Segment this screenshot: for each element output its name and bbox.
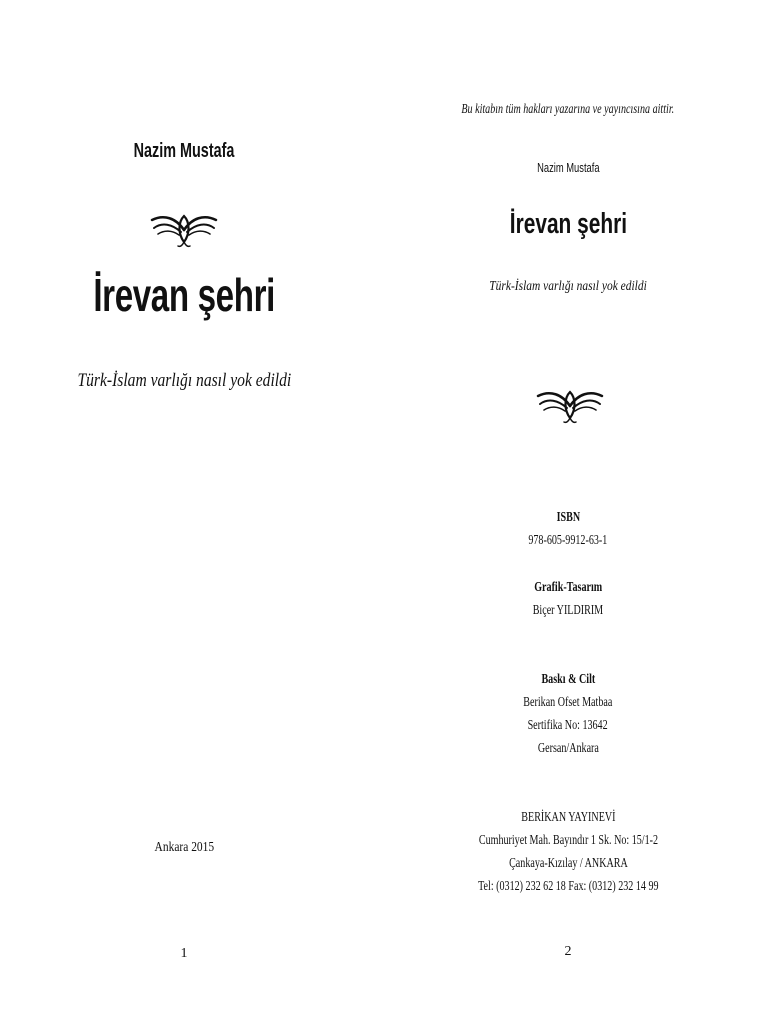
design-value: Biçer YILDIRIM xyxy=(532,603,604,618)
book-subtitle: Türk-İslam varlığı nasıl yok edildi xyxy=(489,279,647,294)
right-page xyxy=(384,0,768,1024)
page-number: 2 xyxy=(564,944,572,959)
isbn-label: ISBN xyxy=(556,510,580,525)
print-line: Gersan/Ankara xyxy=(537,741,599,756)
page-number: 1 xyxy=(180,946,188,961)
publisher-line: Tel: (0312) 232 62 18 Fax: (0312) 232 14 99 xyxy=(477,879,659,894)
print-label: Baskı & Cilt xyxy=(541,672,595,687)
design-label: Grafik-Tasarım xyxy=(534,580,602,595)
place-year: Ankara 2015 xyxy=(154,840,214,855)
author-name: Nazim Mustafa xyxy=(133,140,235,162)
flourish-ornament-icon xyxy=(148,208,220,248)
isbn-value: 978-605-9912-63-1 xyxy=(528,533,608,548)
book-title: İrevan şehri xyxy=(93,269,275,321)
author-name: Nazim Mustafa xyxy=(536,160,600,175)
publisher-line: BERİKAN YAYINEVİ xyxy=(520,810,616,825)
print-line: Sertifika No: 13642 xyxy=(527,718,609,733)
book-title: İrevan şehri xyxy=(509,208,627,240)
print-block xyxy=(384,668,752,760)
isbn-block xyxy=(384,506,752,552)
rights-notice: Bu kitabın tüm hakları yazarına ve yayıncısına aittir. xyxy=(461,102,675,117)
print-line: Berikan Ofset Matbaa xyxy=(523,695,613,710)
design-block xyxy=(384,576,752,622)
publisher-line: Cumhuriyet Mah. Bayındır 1 Sk. No: 15/1-2 xyxy=(478,833,658,848)
publisher-block xyxy=(384,806,752,898)
flourish-ornament-icon xyxy=(534,384,606,424)
book-subtitle: Türk-İslam varlığı nasıl yok edildi xyxy=(77,370,291,391)
publisher-line: Çankaya-Kızılay / ANKARA xyxy=(508,856,628,871)
